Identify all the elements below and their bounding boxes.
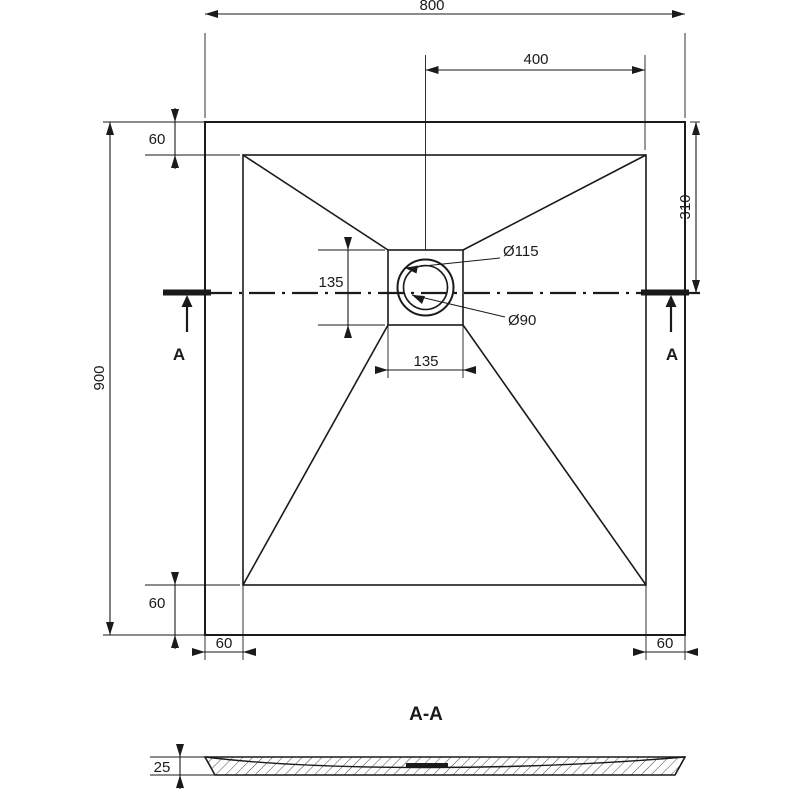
dim-label-outer-diameter: Ø115 (503, 243, 539, 260)
slope-line-top-right (463, 155, 646, 250)
dim-arrow-800-right (672, 10, 685, 18)
dim-arrow-135h-l (375, 366, 388, 374)
dim-arrow-135h-r (463, 366, 476, 374)
dim-label-overall-width: 800 (419, 0, 445, 14)
dim-label-inset-right: 60 (656, 635, 674, 652)
dim-arrow-bot60-up (171, 572, 179, 585)
section-marker-left-label: A (172, 345, 186, 364)
dim-label-drain-square-width: 135 (413, 353, 439, 370)
drain-inner-circle (404, 266, 448, 310)
section-bar-right (641, 290, 689, 296)
section-marker-right-label: A (665, 345, 679, 364)
dim-arrow-bot60-down (171, 635, 179, 648)
section-arrow-right (666, 295, 677, 332)
leader-arrow-d90 (412, 295, 425, 304)
dim-label-drain-square-height: 135 (318, 274, 344, 291)
slope-line-top-left (243, 155, 388, 250)
dim-label-drain-offset-y: 310 (677, 194, 694, 220)
dim-arrow-left60-l (192, 648, 205, 656)
dim-arrow-900-top (106, 122, 114, 135)
drain-square (388, 250, 463, 325)
dim-arrow-right60-r (685, 648, 698, 656)
dim-arrow-top60-up (171, 109, 179, 122)
slope-line-bottom-right (463, 325, 646, 585)
section-arrow-left (182, 295, 193, 332)
dim-arrow-left60-r (243, 648, 256, 656)
dim-label-inset-bottom: 60 (148, 595, 166, 612)
dim-arrow-900-bottom (106, 622, 114, 635)
dim-arrow-310-top (692, 122, 700, 135)
dim-arrow-800-left (205, 10, 218, 18)
dim-arrow-135v-dn (344, 325, 352, 338)
dim-arrow-25-dn (176, 775, 184, 788)
dim-arrow-400-left (426, 66, 439, 74)
dim-arrow-right60-l (633, 648, 646, 656)
dim-arrow-310-bottom (692, 280, 700, 293)
dim-arrow-400-right (632, 66, 645, 74)
slope-line-bottom-left (243, 325, 388, 585)
dim-arrow-25-up (176, 744, 184, 757)
section-title-label: A-A (409, 704, 443, 725)
leader-line-d90 (412, 295, 505, 317)
dim-label-thickness: 25 (153, 759, 171, 776)
dim-label-inset-top: 60 (148, 131, 166, 148)
section-drain-opening (406, 763, 448, 768)
section-bar-left (163, 290, 211, 296)
dim-label-overall-height: 900 (91, 365, 108, 391)
dim-label-inset-left: 60 (215, 635, 233, 652)
dim-arrow-135v-up (344, 237, 352, 250)
dim-label-inner-diameter: Ø90 (508, 312, 537, 329)
dim-label-drain-offset-x: 400 (523, 51, 549, 68)
dim-arrow-top60-down (171, 155, 179, 168)
tray-outline (205, 122, 685, 635)
